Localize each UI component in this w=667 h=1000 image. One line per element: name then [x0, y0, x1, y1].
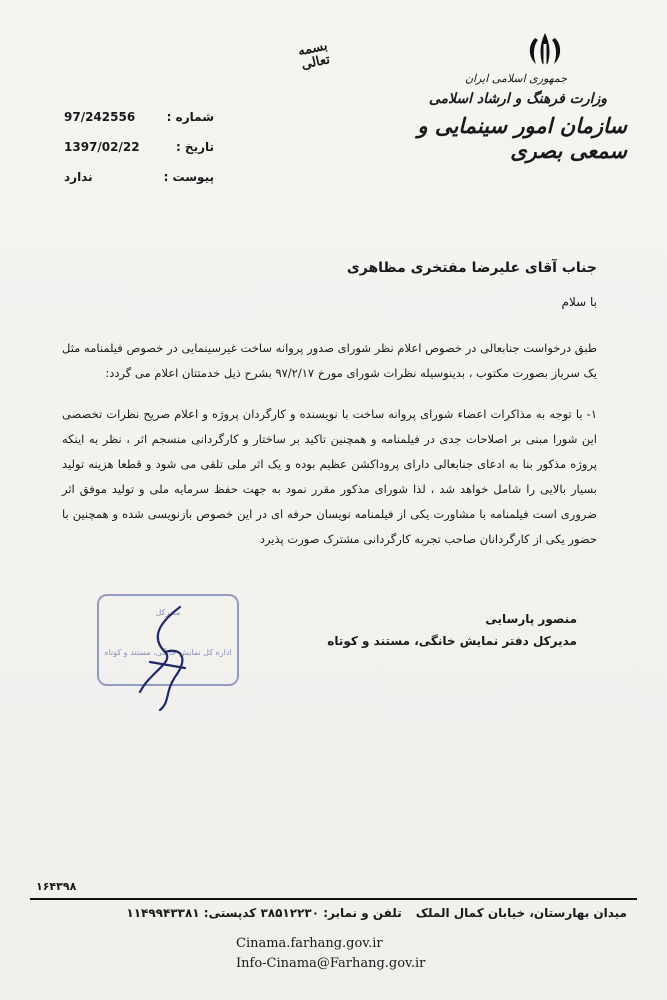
stamp-line-1: مدیرکل [155, 608, 181, 617]
letter-body [62, 336, 597, 568]
ministry-letterhead [387, 72, 627, 163]
meta-date-row [64, 132, 214, 162]
bismillah-heading: بسمه تعالی [296, 38, 332, 73]
footer-web-contacts [236, 934, 425, 974]
letterhead-ministry: وزارت فرهنگ و ارشاد اسلامی [428, 91, 607, 107]
signer-name: منصور پارسایی [485, 612, 577, 626]
meta-attachment-value: ندارد [64, 170, 93, 184]
letterhead-organization: سازمان امور سینمایی و سمعی بصری [417, 113, 627, 163]
letter-addressee: جناب آقای علیرضا مفتخری مظاهری [346, 260, 597, 276]
signer-block [327, 612, 577, 648]
handwritten-signature [120, 602, 210, 712]
letter-paragraph-item-1: ۱- با توجه به مذاکرات اعضاء شورای پروانه ساخت با نویسنده و کارگردان پروژه و اعلام صریح نظرات تخصصی این شورا مبنی بر اصلاحات جدی در فیلمنامه و همچنین تاکید بر ساختار و کارگردانی منسجم اثر ، نظر به اینکه پروژه مذکور بنا به ادعای جنابعالی دارای پروداکشن عظیم بوده و یک اثر ملی تلقی می شود و قطعا هزینه تولید بسیار بالایی را شامل خواهد شد ، لذا شورای مذکور مقرر نمود به جهت حفظ سرمایه ملی و تولید موفق اثر ضروری است فیلمنامه با مشاورت یکی از فیلمنامه نویسان حرفه ای در این خصوص بازنویسی شده و همچنین با حضور یکی از کارگردانان صاحب تجربه کارگردانی مشترک صورت پذیرد [62, 407, 597, 546]
footer-website[interactable]: Cinama.farhang.gov.ir [236, 936, 383, 951]
meta-number-value: 97/242556 [64, 110, 136, 124]
document-reference-number: ۱۶۴۳۹۸ [36, 880, 77, 893]
footer-email[interactable]: Info-Cinama@Farhang.gov.ir [236, 956, 426, 971]
meta-number-row [64, 102, 214, 132]
meta-date-label: تاریخ : [175, 140, 214, 154]
meta-attachment-row [64, 162, 214, 192]
meta-number-label: شماره : [166, 110, 214, 124]
meta-date-value: 1397/02/22 [64, 140, 140, 154]
signer-title: مدیرکل دفتر نمایش خانگی، مستند و کوتاه [327, 634, 577, 648]
footer-address-text: میدان بهارستان، خیابان کمال الملک [415, 906, 627, 920]
letterhead-country: جمهوری اسلامی ایران [464, 72, 567, 85]
letter-greeting: با سلام [561, 295, 597, 309]
footer-divider [30, 898, 637, 900]
letter-meta [64, 102, 214, 192]
iran-emblem-icon [522, 30, 568, 70]
stamp-line-2: اداره کل نمایش خانگی، مستند و کوتاه [104, 648, 232, 657]
meta-attachment-label: پیوست : [163, 170, 214, 184]
footer-phone-text: تلفن و نمابر: ۳۸۵۱۲۲۳۰ کدپستی: ۱۱۴۹۹۴۳۳۸۱ [126, 906, 402, 920]
letter-paragraph-intro: طبق درخواست جنابعالی در خصوص اعلام نظر شورای صدور پروانه ساخت غیرسینمایی در خصوص فیلمنامه مثل یک سرباز بصورت مکتوب ، بدینوسیله نظرات شورای مورخ ۹۷/۲/۱۷ بشرح ذیل خدمتتان اعلام می گردد: [62, 341, 597, 380]
footer-contact [60, 906, 627, 920]
